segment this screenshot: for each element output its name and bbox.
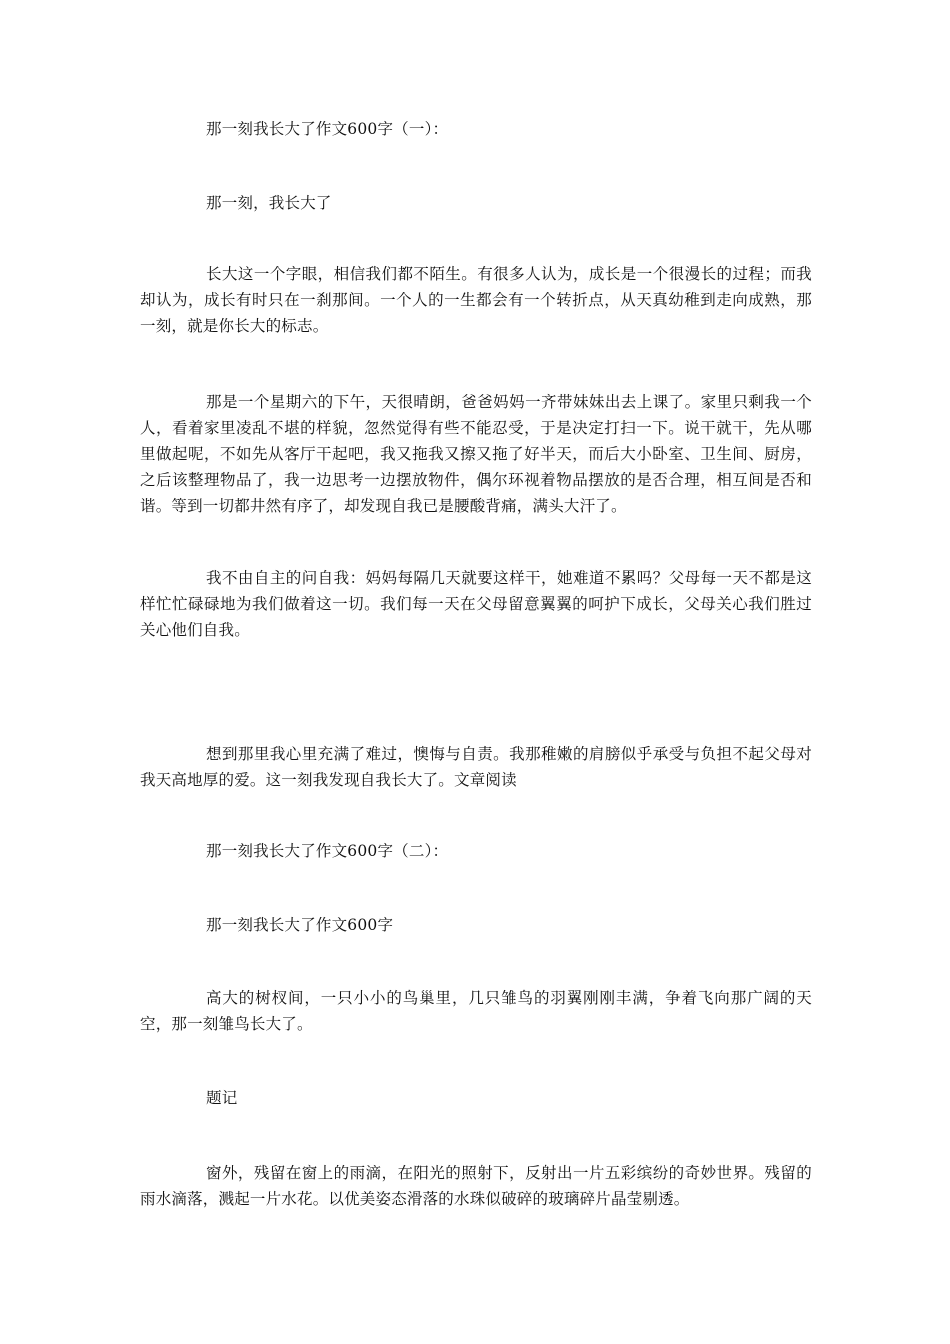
essay-title-2: 那一刻我长大了作文600字 <box>206 916 394 934</box>
body-paragraph: 那是一个星期六的下午，天很晴朗，爸爸妈妈一齐带妹妹出去上课了。家里只剩我一个人，看着家里凌乱不堪的样貌，忽然觉得有些不能忍受，于是决定打扫一下。说干就干，先从哪里做起呢，不如先从客厅干起吧，我又拖我又擦又拖了好半天，而后大小卧室、卫生间、厨房，之后该整理物品了，我一边思考一边摆放物件，偶尔环视着物品摆放的是否合理，相互间是否和谐。等到一切都井然有序了，却发现自我已是腰酸背痛，满头大汗了。 <box>140 393 812 515</box>
epigraph-label: 题记 <box>206 1089 238 1107</box>
body-paragraph: 窗外，残留在窗上的雨滴，在阳光的照射下，反射出一片五彩缤纷的奇妙世界。残留的雨水滴落，溅起一片水花。以优美姿态滑落的水珠似破碎的玻璃碎片晶莹剔透。 <box>140 1164 812 1208</box>
body-paragraph: 长大这一个字眼，相信我们都不陌生。有很多人认为，成长是一个很漫长的过程；而我却认为，成长有时只在一刹那间。一个人的一生都会有一个转折点，从天真幼稚到走向成熟，那一刻，就是你长大的标志。 <box>140 265 812 335</box>
body-paragraph: 想到那里我心里充满了难过，懊悔与自责。我那稚嫩的肩膀似乎承受与负担不起父母对我天高地厚的爱。这一刻我发现自我长大了。文章阅读 <box>140 745 812 789</box>
section-heading-2: 那一刻我长大了作文600字（二）： <box>206 842 449 860</box>
body-paragraph: 我不由自主的问自我：妈妈每隔几天就要这样干，她难道不累吗？父母每一天不都是这样忙忙碌碌地为我们做着这一切。我们每一天在父母留意翼翼的呵护下成长，父母关心我们胜过关心他们自我。 <box>140 569 812 639</box>
essay-title-1: 那一刻，我长大了 <box>206 194 332 212</box>
section-heading-1: 那一刻我长大了作文600字（一）： <box>206 120 449 138</box>
body-paragraph: 高大的树杈间，一只小小的鸟巢里，几只雏鸟的羽翼刚刚丰满，争着飞向那广阔的天空，那一刻雏鸟长大了。 <box>140 989 812 1033</box>
